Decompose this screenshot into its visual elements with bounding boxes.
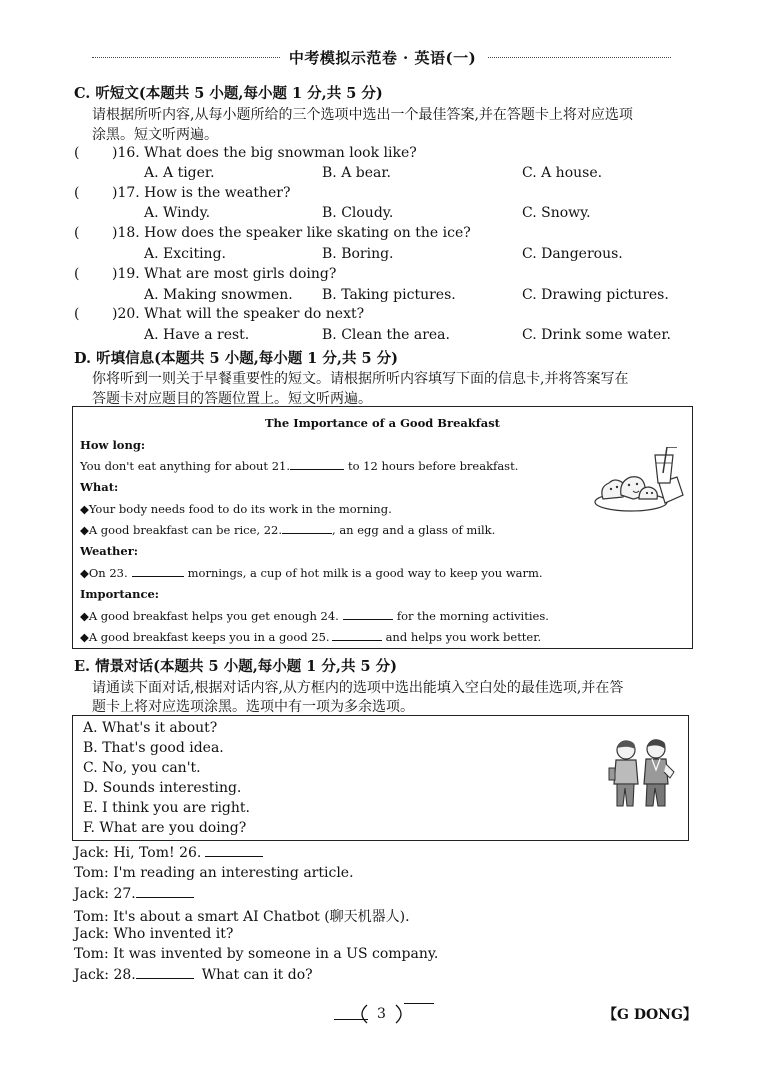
- dialogue-line-28: [74, 967, 313, 983]
- section-e-title: E. 情景对话(本题共 5 小题,每小题 1 分,共 5 分): [74, 658, 398, 675]
- line-22: [80, 523, 495, 537]
- footer-line-right: [404, 1003, 434, 1004]
- line-23-start: ◆On 23.: [80, 566, 128, 580]
- option-f: F. What are you doing?: [83, 820, 247, 836]
- question-paren: (: [74, 306, 80, 322]
- blank-28[interactable]: [136, 978, 194, 979]
- option-19-a: A. Making snowmen.: [144, 287, 293, 303]
- option-a: A. What's it about?: [83, 720, 218, 736]
- option-17-c: C. Snowy.: [522, 205, 591, 221]
- question-paren: (: [74, 266, 80, 282]
- blank-22[interactable]: [282, 533, 332, 534]
- dialogue-line: Tom: It's about a smart AI Chatbot (聊天机器人).: [74, 909, 410, 925]
- dialogue-line: Jack: Who invented it?: [74, 926, 234, 942]
- breakfast-illustration-icon: [593, 447, 688, 517]
- question-19: )19. What are most girls doing?: [112, 266, 337, 282]
- section-d-title: D. 听填信息(本题共 5 小题,每小题 1 分,共 5 分): [74, 350, 399, 367]
- section-c-instruction-1: 请根据所听内容,从每小题所给的三个选项中选出一个最佳答案,并在答题卡上将对应选项: [92, 107, 633, 123]
- question-paren: (: [74, 225, 80, 241]
- line-23: [80, 566, 543, 580]
- line-25-end: and helps you work better.: [385, 630, 542, 644]
- line-23-end: mornings, a cup of hot milk is a good way to keep you warm.: [187, 566, 543, 580]
- question-20: )20. What will the speaker do next?: [112, 306, 365, 322]
- option-e: E. I think you are right.: [83, 800, 250, 816]
- section-c-instruction-2: 涂黑。短文听两遍。: [92, 127, 218, 143]
- dialogue-line: Tom: I'm reading an interesting article.: [74, 865, 354, 881]
- how-long-label: How long:: [80, 438, 146, 452]
- dialogue-line-27: [74, 886, 194, 902]
- section-e-instruction-2: 题卡上将对应选项涂黑。选项中有一项为多余选项。: [92, 699, 414, 715]
- brand-label: 【G DONG】: [603, 1007, 697, 1023]
- section-e-instruction-1: 请通读下面对话,根据对话内容,从方框内的选项中选出能填入空白处的最佳选项,并在答: [92, 680, 624, 696]
- page-header-title: 中考模拟示范卷 · 英语(一): [288, 49, 477, 67]
- two-boys-illustration-icon: [608, 738, 678, 810]
- dialogue-line-text: Jack: 28.: [74, 967, 136, 983]
- question-paren: (: [74, 185, 80, 201]
- line-21: [80, 459, 518, 473]
- dialogue-line-26: [74, 845, 263, 861]
- dialogue-line-after: What can it do?: [201, 967, 313, 983]
- importance-label: Importance:: [80, 587, 160, 601]
- info-card-title: The Importance of a Good Breakfast: [265, 416, 500, 430]
- option-19-b: B. Taking pictures.: [322, 287, 456, 303]
- line-24-end: for the morning activities.: [396, 609, 549, 623]
- option-19-c: C. Drawing pictures.: [522, 287, 669, 303]
- option-18-c: C. Dangerous.: [522, 246, 623, 262]
- line-22-start: ◆A good breakfast can be rice, 22.: [80, 523, 283, 537]
- option-16-c: C. A house.: [522, 165, 603, 181]
- blank-27[interactable]: [136, 897, 194, 898]
- blank-23[interactable]: [132, 576, 184, 577]
- page-number: 3: [377, 1006, 386, 1022]
- blank-21[interactable]: [290, 469, 344, 470]
- blank-24[interactable]: [343, 619, 393, 620]
- weather-label: Weather:: [80, 544, 139, 558]
- section-d-instruction-1: 你将听到一则关于早餐重要性的短文。请根据所听内容填写下面的信息卡,并将答案写在: [92, 371, 629, 387]
- question-paren: (: [74, 145, 80, 161]
- what-line-1: ◆Your body needs food to do its work in the morning.: [80, 502, 392, 516]
- dialogue-line-text: Jack: 27.: [74, 886, 136, 902]
- info-card: [72, 406, 693, 649]
- option-16-b: B. A bear.: [322, 165, 391, 181]
- option-17-a: A. Windy.: [144, 205, 211, 221]
- what-label: What:: [80, 480, 119, 494]
- question-18: )18. How does the speaker like skating on the ice?: [112, 225, 471, 241]
- option-17-b: B. Cloudy.: [322, 205, 394, 221]
- question-16: )16. What does the big snowman look like?: [112, 145, 417, 161]
- page-number-bracket-left: [355, 1004, 369, 1024]
- question-17: )17. How is the weather?: [112, 185, 291, 201]
- option-18-b: B. Boring.: [322, 246, 394, 262]
- line-25-start: ◆A good breakfast keeps you in a good 25.: [80, 630, 330, 644]
- option-b: B. That's good idea.: [83, 740, 224, 756]
- option-18-a: A. Exciting.: [144, 246, 226, 262]
- blank-26[interactable]: [205, 856, 263, 857]
- line-24-start: ◆A good breakfast helps you get enough 24.: [80, 609, 339, 623]
- section-c-title: C. 听短文(本题共 5 小题,每小题 1 分,共 5 分): [74, 85, 383, 102]
- line-21-end: to 12 hours before breakfast.: [347, 459, 519, 473]
- line-21-start: You don't eat anything for about 21.: [80, 459, 290, 473]
- option-d: D. Sounds interesting.: [83, 780, 242, 796]
- section-d-instruction-2: 答题卡对应题目的答题位置上。短文听两遍。: [92, 391, 372, 407]
- line-25: [80, 630, 541, 644]
- line-24: [80, 609, 549, 623]
- blank-25[interactable]: [332, 640, 382, 641]
- options-box: [72, 715, 689, 841]
- line-22-end: , an egg and a glass of milk.: [332, 523, 496, 537]
- option-16-a: A. A tiger.: [144, 165, 215, 181]
- option-c: C. No, you can't.: [83, 760, 201, 776]
- option-20-b: B. Clean the area.: [322, 327, 450, 343]
- option-20-c: C. Drink some water.: [522, 327, 671, 343]
- option-20-a: A. Have a rest.: [144, 327, 250, 343]
- dialogue-line-text: Jack: Hi, Tom! 26.: [74, 845, 202, 861]
- page-number-bracket-right: [394, 1004, 408, 1024]
- dialogue-line: Tom: It was invented by someone in a US company.: [74, 946, 439, 962]
